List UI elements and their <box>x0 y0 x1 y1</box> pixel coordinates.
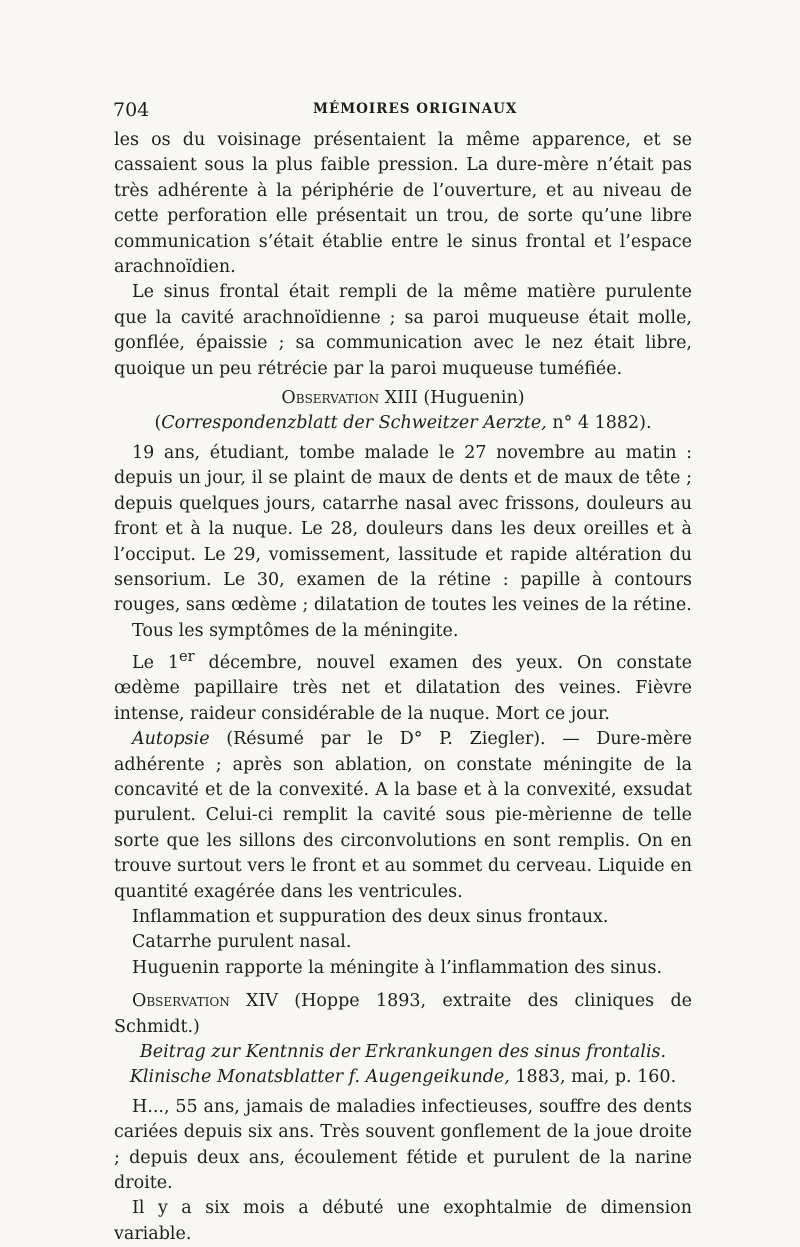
paragraph: Le sinus frontal était rempli de la même matière purulente que la cavité arachnoïdienne ; sa paroi muqueuse était molle, gonflée, épaissie ; sa communication avec le nez était libre, quoique un peu rétrécie par la paroi muqueuse tuméfiée. <box>114 282 692 379</box>
paragraph: Tous les symptômes de la méningite. <box>132 620 459 641</box>
autopsie-label: Autopsie <box>132 729 210 750</box>
observation-title: XIV (Hoppe 1893, extraite des cliniques de Schmidt.) <box>114 991 692 1037</box>
observation-label: Observation <box>132 991 230 1012</box>
source-title: Correspondenzblatt der Schweitzer Aerzte, <box>161 413 547 434</box>
paragraph: Inflammation et suppuration des deux sinus frontaux. <box>132 907 609 928</box>
observation-label: Observation <box>281 388 380 409</box>
page-body <box>114 128 692 1247</box>
observation-source: (Correspondenzblatt der Schweitzer Aerzte, n° 4 1882). <box>154 413 652 434</box>
paragraph: Autopsie (Résumé par le D° P. Ziegler). — Dure-mère adhérente ; après son ablation, on constate méningite de la concavité et de la convexité. A la base et à la convexité, exsudat purulent. Celui-ci remplit la cavité sous pie-mèrienne de telle sorte que les sillons des circonvolutions en sont remplis. On en trouve surtout vers le front et au sommet du cerveau. Liquide en quantité exagérée dans les ventricules. <box>114 729 692 902</box>
paragraph: les os du voisinage présentaient la même apparence, et se cassaient sous la plus faible pression. La dure-mère n’était pas très adhérente à la périphérie de l’ouverture, et au niveau de cette perforation elle présentait un trou, de sorte qu’une libre communication s’était établie entre le sinus frontal et l’espace arachnoïdien. <box>114 130 692 278</box>
paragraph: Huguenin rapporte la méningite à l’inflammation des sinus. <box>132 957 663 978</box>
page-header <box>113 93 693 123</box>
running-title: MÉMOIRES ORIGINAUX <box>313 101 518 117</box>
paragraph: 19 ans, étudiant, tombe malade le 27 novembre au matin : depuis un jour, il se plaint de maux de dents et de maux de tête ; depuis quelques jours, catarrhe nasal avec frissons, douleurs au front et à la nuque. Le 28, douleurs dans les deux oreilles et à l’occiput. Le 29, vomissement, lassitude et rapide altération du sensorium. Le 30, examen de la rétine : papille à contours rouges, sans œdème ; dilatation de toutes les veines de la rétine. <box>114 442 692 616</box>
observation-heading <box>114 386 692 411</box>
paragraph: Catarrhe purulent nasal. <box>132 932 352 953</box>
source-details: 1883, mai, p. 160. <box>509 1067 677 1088</box>
observation-heading <box>114 989 692 1040</box>
page-number: 704 <box>113 99 150 121</box>
source-details: n° 4 1882). <box>546 413 652 434</box>
paragraph: Le 1er décembre, nouvel examen des yeux. On constate œdème papillaire très net et dilatation des veines. Fièvre intense, raideur considérable de la nuque. Mort ce jour. <box>114 648 692 724</box>
observation-title: XIII (Huguenin) <box>379 388 525 409</box>
paragraph: H..., 55 ans, jamais de maladies infectieuses, souffre des dents cariées depuis six ans. Très souvent gonflement de la joue droite ; depuis deux ans, écoulement fétide et purulent de la narine droite. <box>114 1096 692 1194</box>
paragraph: Il y a six mois a débuté une exophtalmie de dimension variable. <box>114 1198 692 1244</box>
observation-source <box>114 1040 692 1091</box>
source-title: Beitrag zur Kentnnis der Erkrankungen des sinus frontalis. Klinische Monatsblatter f. Augengeikunde, <box>129 1042 667 1088</box>
